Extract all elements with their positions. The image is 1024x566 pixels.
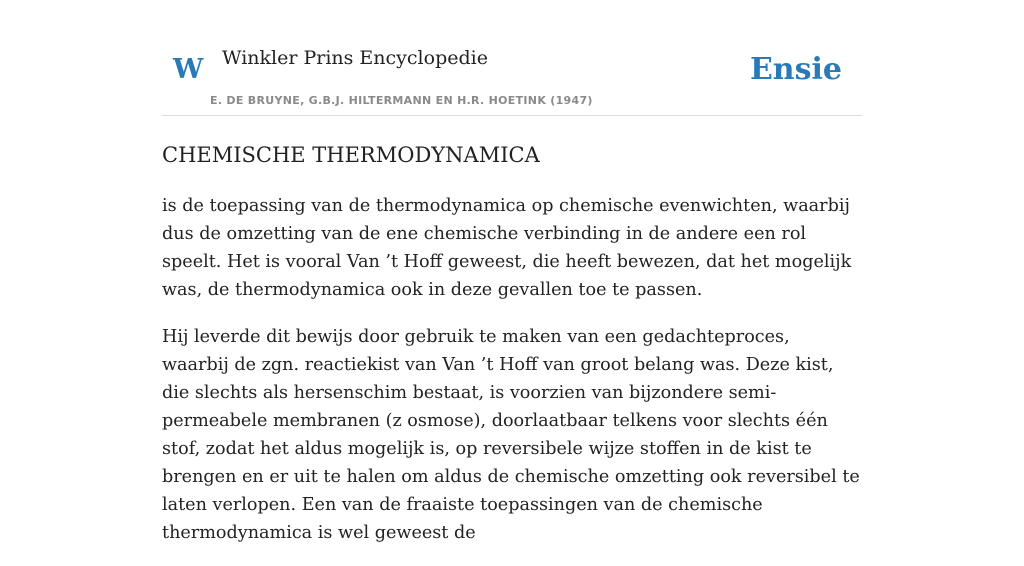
brand-logo[interactable]: Ensie [749, 52, 842, 87]
article-body [162, 192, 862, 566]
site-title[interactable]: Winkler Prins Encyclopedie [222, 47, 488, 69]
encyclopedia-logo-icon[interactable]: W [173, 54, 204, 85]
page-title: CHEMISCHE THERMODYNAMICA [162, 143, 540, 167]
article-paragraph: Hij leverde dit bewijs door gebruik te maken van een gedachteproces, waarbij de zgn. reactiekist van Van ’t Hoff van groot belang was. Deze kist, die slechts als hersenschim bestaat, is voorzien van bijzondere semi-permeabele membranen (z osmose), doorlaatbaar telkens voor slechts één stof, zodat het aldus mogelijk is, op reversibele wijze stoffen in de kist te brengen en er uit te halen om aldus de chemische omzetting ook reversibel te laten verlopen. Een van de fraaiste toepassingen van de chemische thermodynamica is wel geweest de [162, 327, 860, 543]
authors-line: E. DE BRUYNE, G.B.J. HILTERMANN EN H.R. HOETINK (1947) [210, 94, 593, 107]
header-divider [162, 115, 862, 116]
article-paragraph: is de toepassing van de thermodynamica op chemische evenwichten, waarbij dus de omzetting van de ene chemische verbinding in de andere een rol speelt. Het is vooral Van ’t Hoff geweest, die heeft bewezen, dat het mogelijk was, de thermodynamica ook in deze gevallen toe te passen. [162, 196, 852, 300]
